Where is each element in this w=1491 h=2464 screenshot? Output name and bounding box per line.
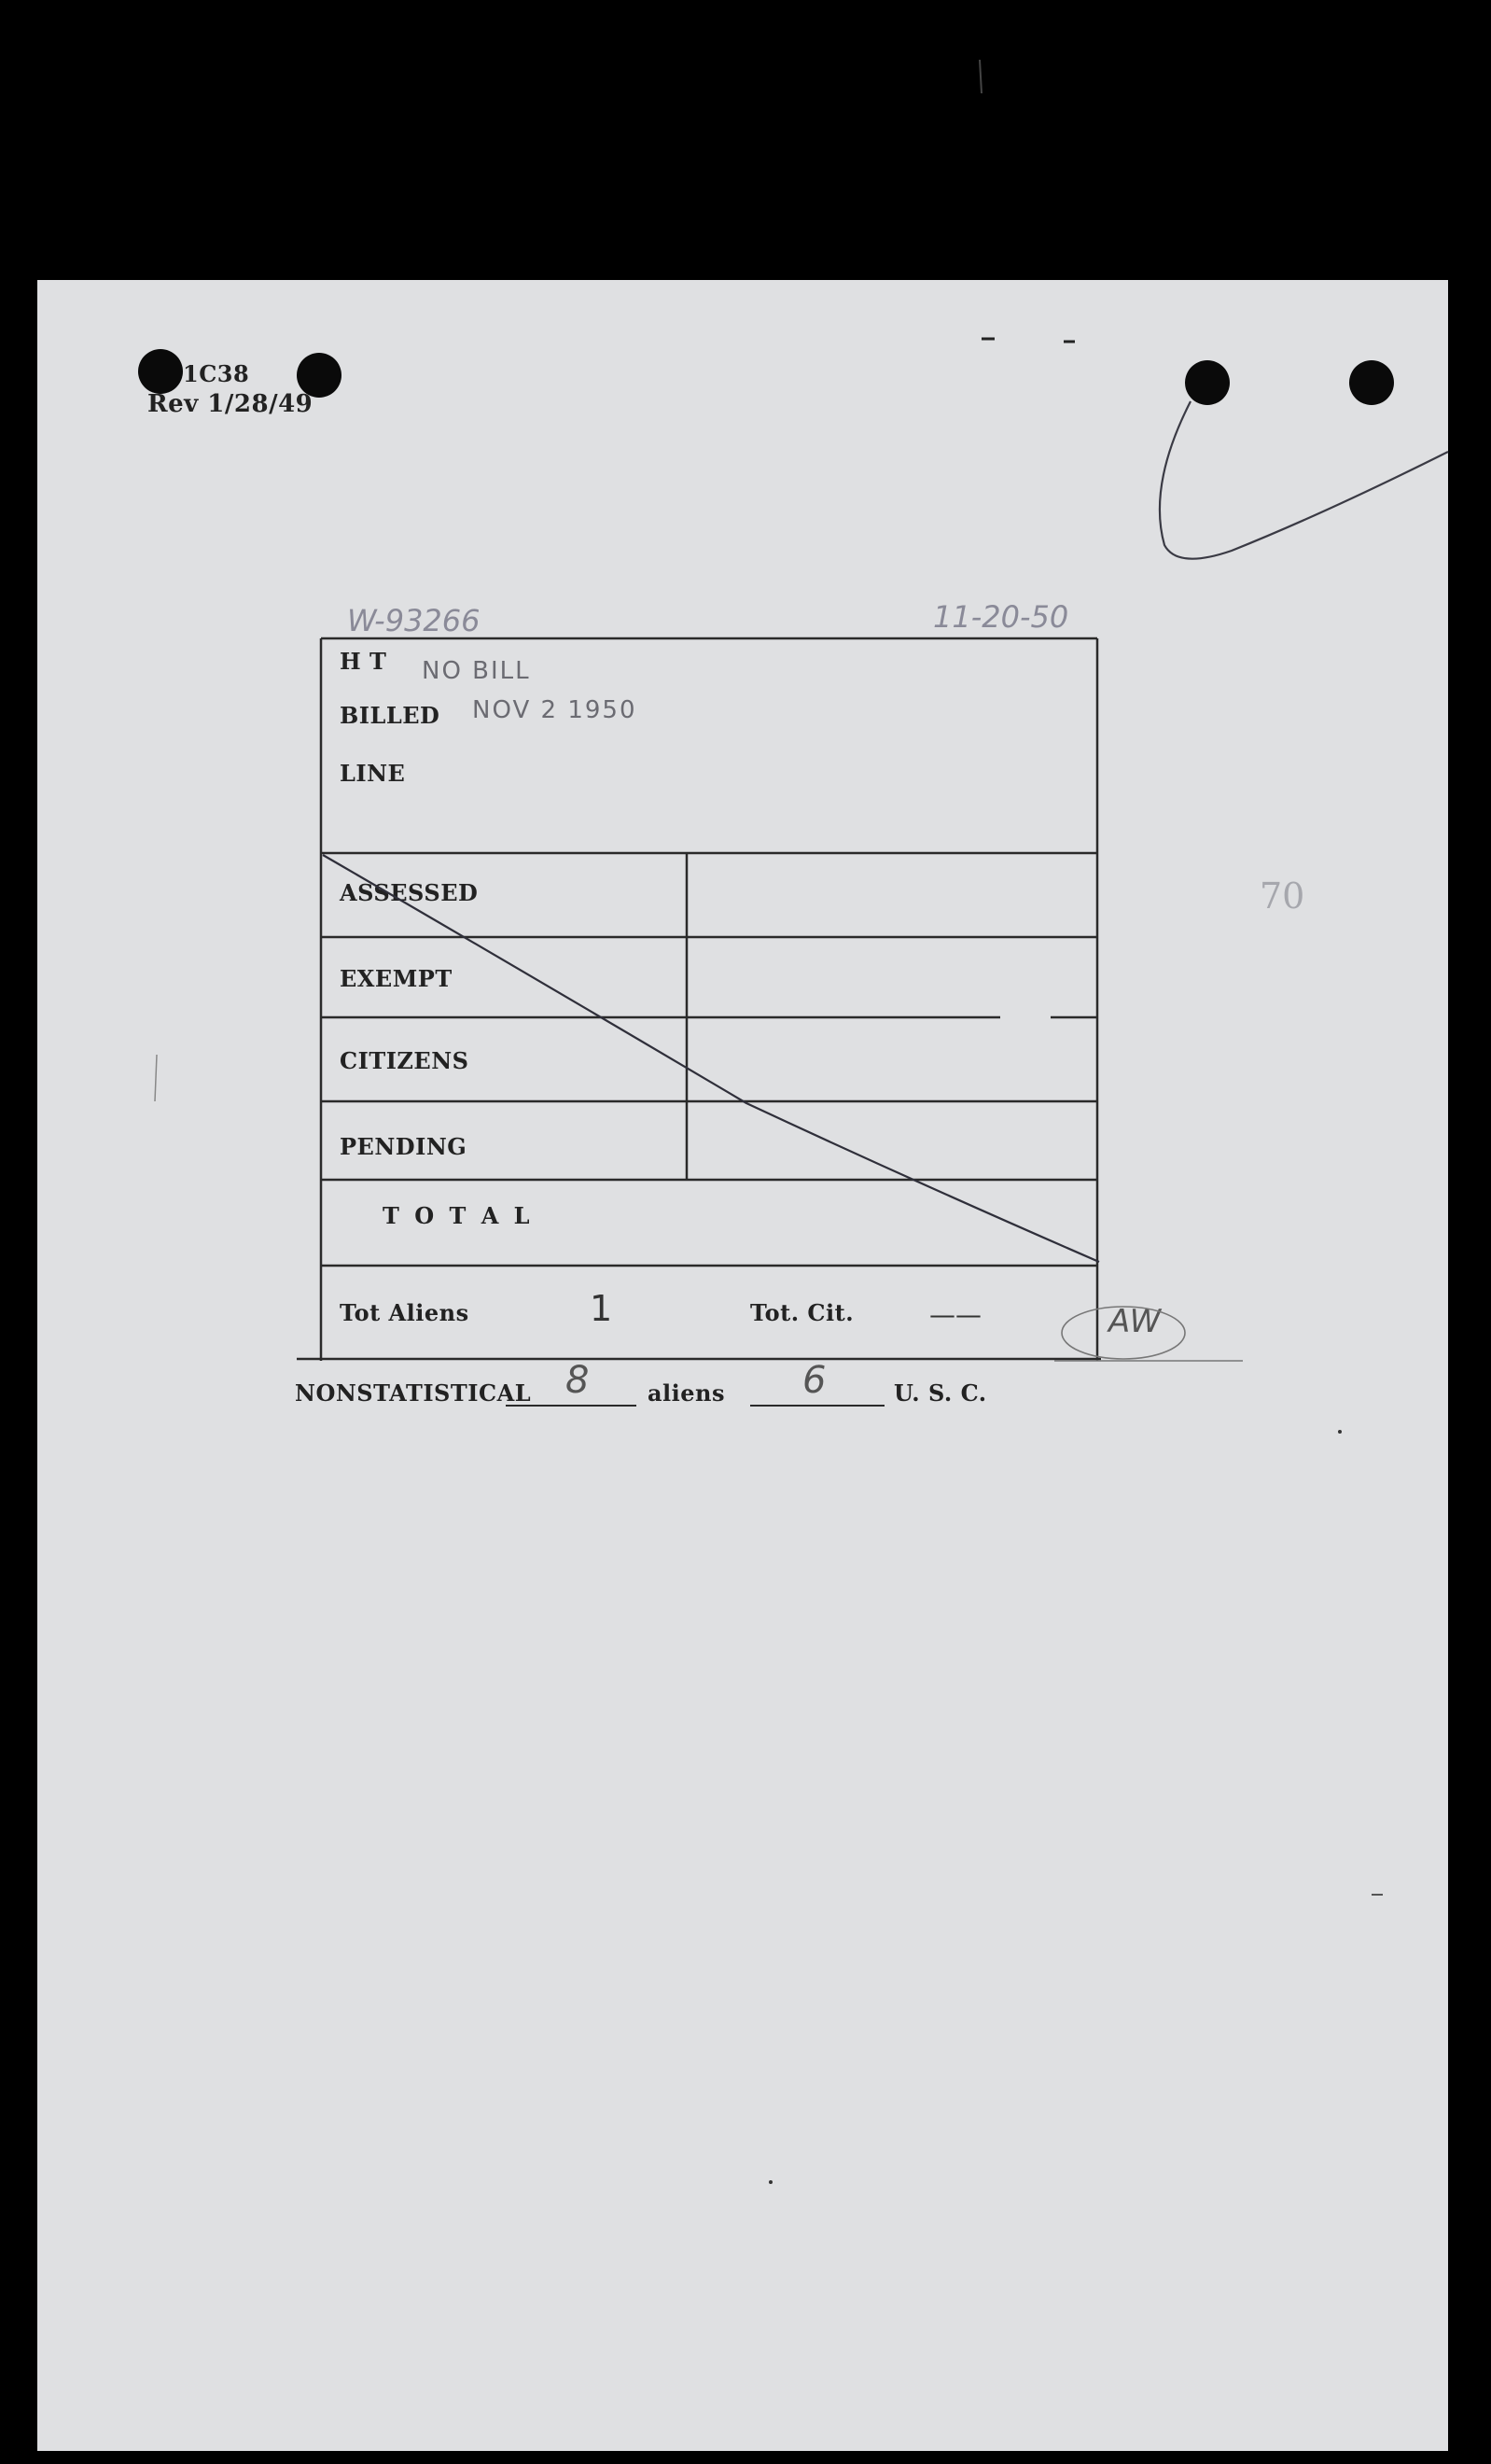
handwritten-initials: AW <box>1108 1303 1162 1340</box>
row-label-exempt: EXEMPT <box>340 965 453 992</box>
line-label: LINE <box>340 760 406 787</box>
billed-date-stamp: NOV 2 1950 <box>472 696 637 724</box>
total-label: T O T A L <box>383 1202 534 1229</box>
usc-label: U. S. C. <box>894 1379 987 1407</box>
aliens-label: aliens <box>648 1379 726 1407</box>
row-label-pending: PENDING <box>340 1133 467 1160</box>
tot-cit-label: Tot. Cit. <box>750 1299 855 1326</box>
form-revision: Rev 1/28/49 <box>147 390 314 418</box>
handwritten-file-number: W-93266 <box>347 603 481 638</box>
form-number: 1C38 <box>183 360 250 387</box>
no-bill-stamp: NO BILL <box>422 657 531 685</box>
billed-label: BILLED <box>340 702 440 729</box>
tot-aliens-label: Tot Aliens <box>340 1299 469 1326</box>
tot-cit-value: —— <box>929 1299 982 1330</box>
nonstatistical-label: NONSTATISTICAL <box>295 1379 532 1407</box>
pen-curve-mark <box>1160 401 1448 559</box>
nonstatistical-usc-value: 6 <box>802 1359 827 1402</box>
diagonal-strike-line <box>323 855 1099 1262</box>
nonstatistical-aliens-value: 8 <box>565 1359 590 1402</box>
ht-label: H T <box>340 648 387 675</box>
tot-aliens-value: 1 <box>590 1288 613 1329</box>
handwritten-date: 11-20-50 <box>933 599 1069 635</box>
row-label-assessed: ASSESSED <box>340 879 479 906</box>
initials-circle <box>1062 1307 1185 1359</box>
margin-number: 70 <box>1260 875 1305 917</box>
row-label-citizens: CITIZENS <box>340 1047 469 1074</box>
